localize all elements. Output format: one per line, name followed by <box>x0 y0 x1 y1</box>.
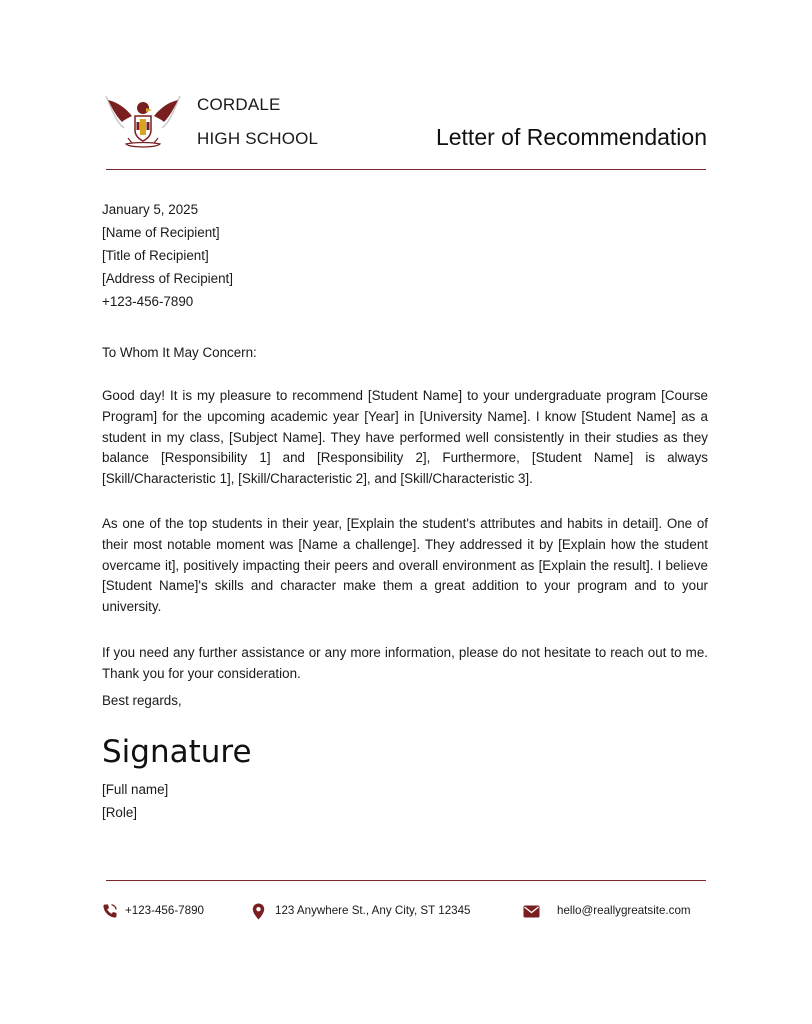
footer-divider <box>106 880 706 881</box>
school-name-line2: HIGH SCHOOL <box>197 129 319 148</box>
closing: Best regards, <box>102 693 182 708</box>
header-divider <box>106 169 706 170</box>
recipient-title: [Title of Recipient] <box>102 248 209 263</box>
school-name-line1: CORDALE <box>197 95 281 114</box>
envelope-icon <box>523 905 540 923</box>
body-paragraph-2: As one of the top students in their year, [Explain the student's attributes and habits in detail]. One of their most notable moment was [Name a challenge]. They addressed it by [Explain how the student overcame it], positively impacting their peers and overall environment as [Explain the result]. I believe [Student Name]'s skills and character make them a great addition to your program and to your university. <box>102 516 708 615</box>
recipient-address: [Address of Recipient] <box>102 271 233 286</box>
document-title: Letter of Recommendation <box>435 124 707 150</box>
school-logo-eagle <box>102 92 184 154</box>
recipient-phone: +123-456-7890 <box>102 294 194 309</box>
letter-date: January 5, 2025 <box>102 202 199 217</box>
footer-address: 123 Anywhere St., Any City, ST 12345 <box>275 904 471 917</box>
footer-email[interactable]: hello@reallygreatsite.com <box>557 904 691 917</box>
body-paragraph-3: If you need any further assistance or any more information, please do not hesitate to reach out to me. Thank you for your consideration. <box>102 645 708 681</box>
signature: Signature <box>102 734 252 770</box>
phone-icon <box>102 903 118 924</box>
location-pin-icon <box>252 903 265 925</box>
footer-phone: +123-456-7890 <box>125 904 204 917</box>
body-paragraph-1: Good day! It is my pleasure to recommend [Student Name] to your undergraduate program [Course Program] for the upcoming academic year [Year] in [University Name]. I know [Student Name] as a student in my class, [Subject Name]. They have performed well consistently in their studies as they balance [Responsibility 1] and [Responsibility 2], Furthermore, [Student Name] is always [Skill/Characteristic 1], [Skill/Characteristic 2], and [Skill/Characteristic 3]. <box>102 388 708 487</box>
recipient-name: [Name of Recipient] <box>102 225 220 240</box>
signer-full-name: [Full name] <box>102 782 169 797</box>
signer-role: [Role] <box>102 805 137 820</box>
salutation: To Whom It May Concern: <box>102 345 257 360</box>
